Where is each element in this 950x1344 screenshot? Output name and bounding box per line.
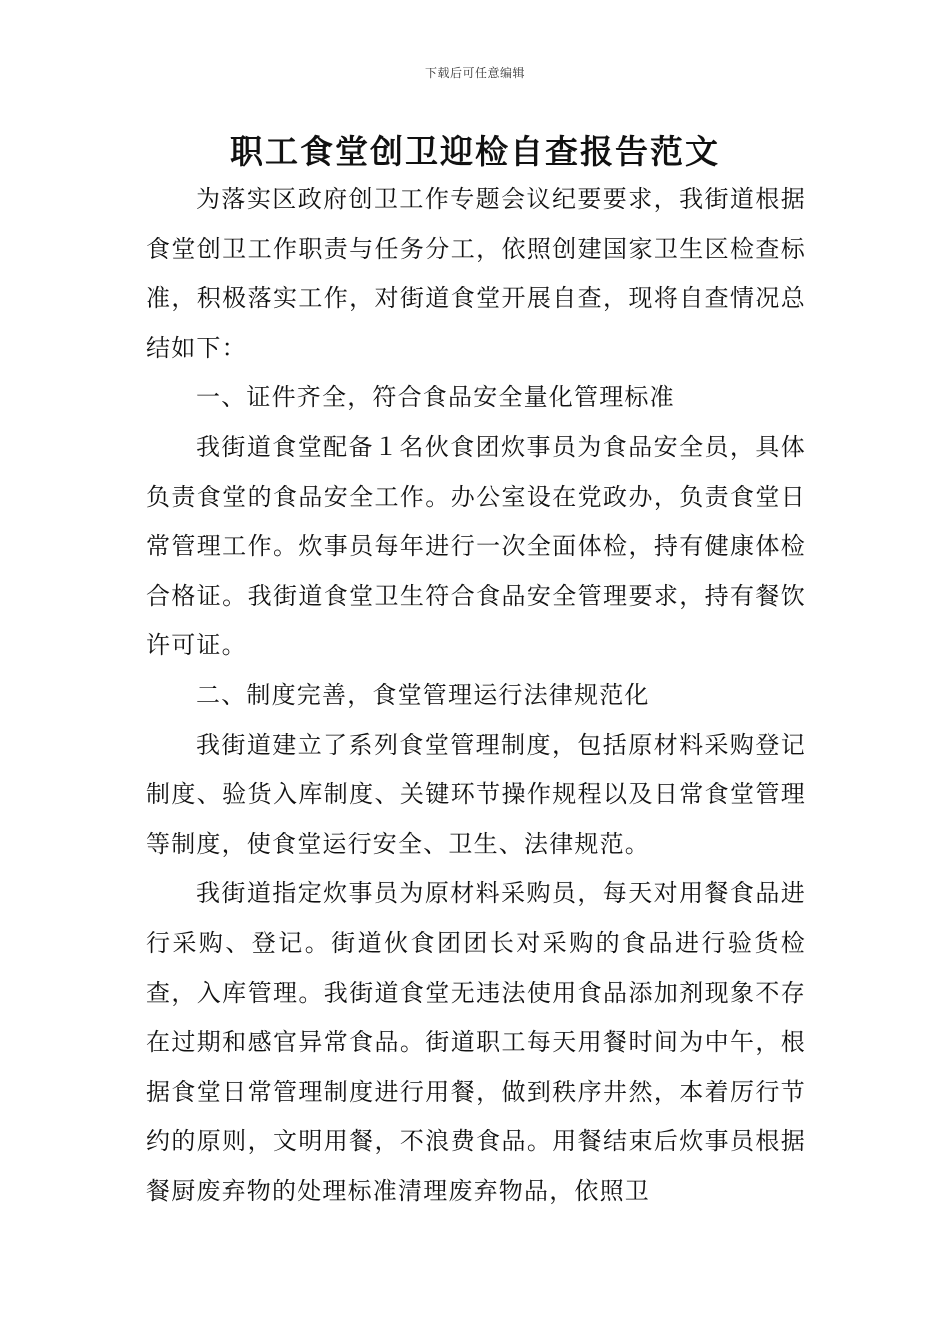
section-2-paragraph-2: 我街道指定炊事员为原材料采购员，每天对用餐食品进行采购、登记。街道伙食团团长对采购的食品进行验货检查，入库管理。我街道食堂无违法使用食品添加剂现象不存在过期和感官异常食品。街道职工每天用餐时间为中午，根据食堂日常管理制度进行用餐，做到秩序井然，本着厉行节约的原则，文明用餐，不浪费食品。用餐结束后炊事员根据餐厨废弃物的处理标准清理废弃物品，依照卫 <box>146 879 806 1205</box>
section-2-paragraph-1: 我街道建立了系列食堂管理制度，包括原材料采购登记制度、验货入库制度、关键环节操作规程以及日常食堂管理等制度，使食堂运行安全、卫生、法律规范。 <box>146 730 806 858</box>
document-body <box>146 175 806 1216</box>
section-heading-2: 二、制度完善，食堂管理运行法律规范化 <box>196 680 650 709</box>
section-heading-1: 一、证件齐全，符合食品安全量化管理标准 <box>196 383 675 412</box>
intro-paragraph: 为落实区政府创卫工作专题会议纪要要求，我街道根据食堂创卫工作职责与任务分工，依照创建国家卫生区检查标准，积极落实工作，对街道食堂开展自查，现将自查情况总结如下： <box>146 185 806 362</box>
section-1-paragraph: 我街道食堂配备１名伙食团炊事员为食品安全员，具体负责食堂的食品安全工作。办公室设在党政办，负责食堂日常管理工作。炊事员每年进行一次全面体检，持有健康体检合格证。我街道食堂卫生符合食品安全管理要求，持有餐饮许可证。 <box>146 432 806 660</box>
header-note: 下载后可任意编辑 <box>424 66 525 80</box>
page-title: 职工食堂创卫迎检自查报告范文 <box>230 132 720 171</box>
